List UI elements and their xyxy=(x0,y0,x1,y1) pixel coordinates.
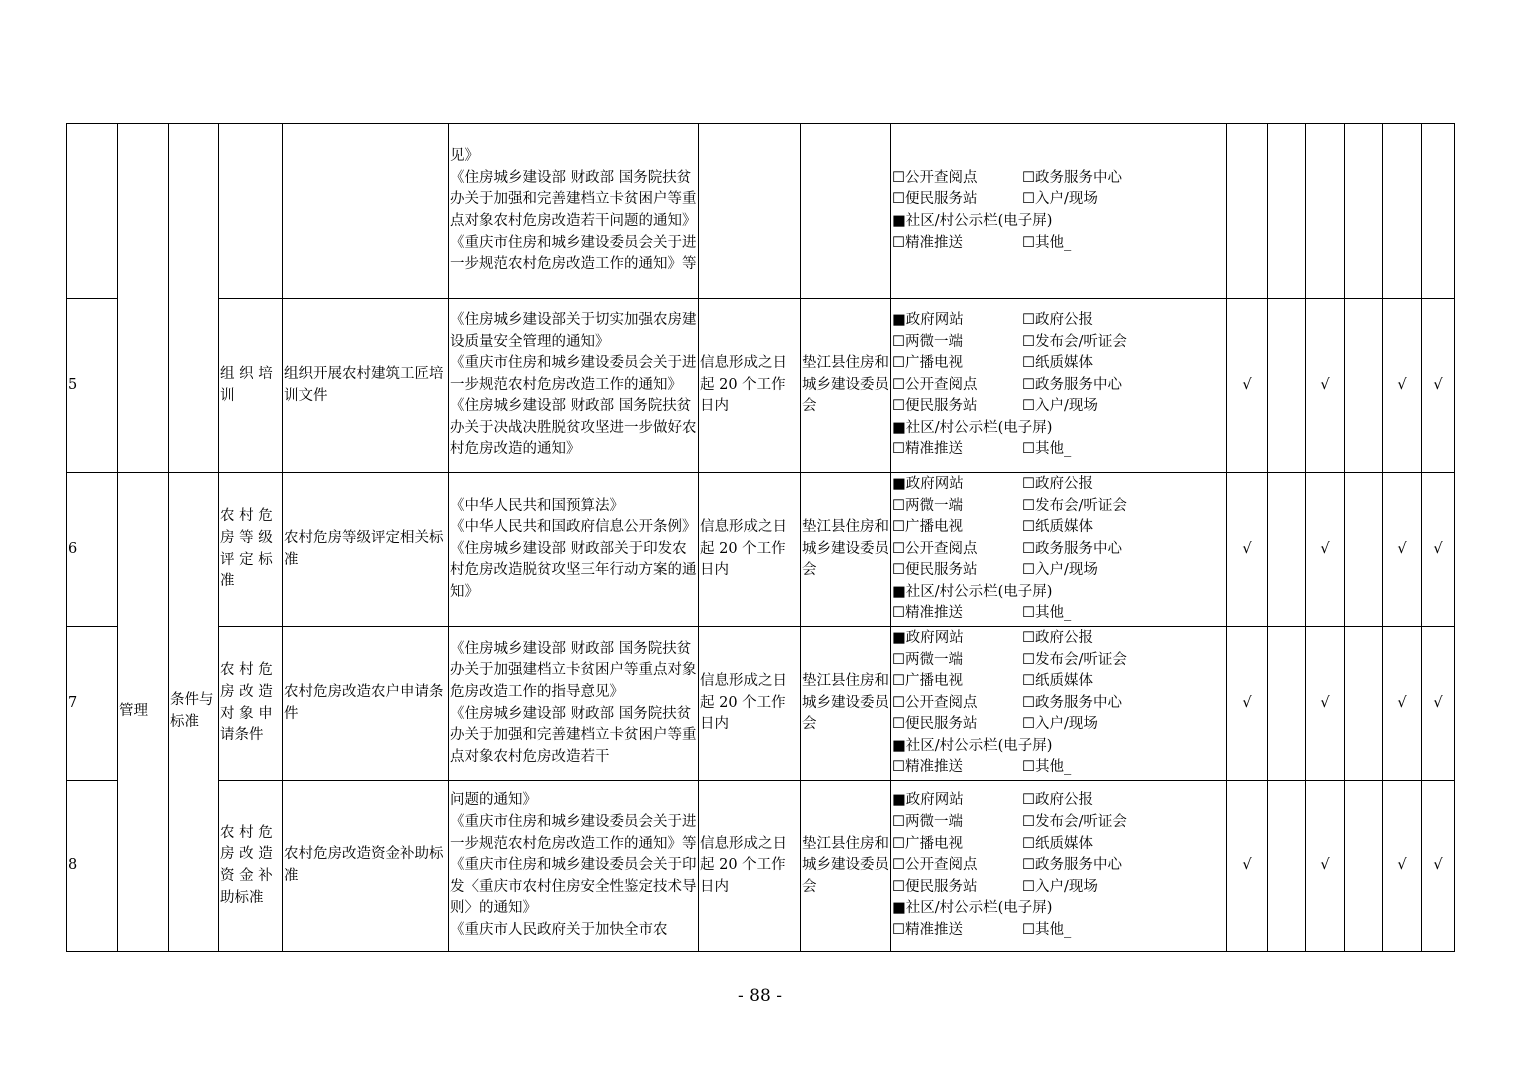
channel-option: ☐政府公报 xyxy=(1022,629,1093,646)
channel-option: ☐两微一端 xyxy=(892,497,963,514)
channel-list xyxy=(892,474,1225,625)
disclosure-content: 农村危房改造农户申请条件 xyxy=(283,627,449,781)
check-cell xyxy=(1268,627,1306,781)
channel-option: ☐广播电视 xyxy=(892,519,963,536)
channel-option: ☐政府公报 xyxy=(1022,792,1093,809)
channel-option: ☐入户/现场 xyxy=(1022,398,1098,415)
basis-line: 《中华人民共和国预算法》 xyxy=(450,497,624,514)
disclosure-channels xyxy=(891,627,1227,781)
check-cell: √ xyxy=(1422,627,1455,781)
channel-option: ☐精准推送 xyxy=(892,234,963,251)
check-cell xyxy=(1345,124,1383,299)
basis-line: 《住房城乡建设部 财政部 国务院扶贫办关于决战决胜脱贫攻坚进一步做好农村危房改造的通知》 xyxy=(450,398,697,458)
channel-option: ☐发布会/听证会 xyxy=(1022,497,1127,514)
row-number: 5 xyxy=(67,299,118,473)
check-cell: √ xyxy=(1227,299,1268,473)
disclosure-subject xyxy=(801,124,891,299)
channel-option: ☐其他_ xyxy=(1022,234,1072,251)
disclosure-time xyxy=(699,124,801,299)
channel-option: ☐纸质媒体 xyxy=(1022,835,1093,852)
check-cell xyxy=(1422,124,1455,299)
disclosure-channels xyxy=(891,299,1227,473)
channel-option: ☐入户/现场 xyxy=(1022,562,1098,579)
disclosure-subject: 垫江县住房和城乡建设委员会 xyxy=(801,299,891,473)
row-number: 6 xyxy=(67,473,118,627)
check-cell: √ xyxy=(1383,299,1422,473)
check-cell xyxy=(1345,299,1383,473)
disclosure-content: 农村危房改造资金补助标准 xyxy=(283,781,449,952)
disclosure-basis xyxy=(449,124,699,299)
disclosure-subject: 垫江县住房和城乡建设委员会 xyxy=(801,781,891,952)
check-cell: √ xyxy=(1306,299,1345,473)
channel-list xyxy=(892,628,1225,779)
disclosure-subject: 垫江县住房和城乡建设委员会 xyxy=(801,627,891,781)
channel-option: ■社区/村公示栏(电子屏) xyxy=(892,737,1053,754)
disclosure-time: 信息形成之日起 20 个工作日内 xyxy=(699,299,801,473)
channel-option: ■社区/村公示栏(电子屏) xyxy=(892,213,1053,229)
channel-option: ☐入户/现场 xyxy=(1022,716,1098,733)
basis-line: 问题的通知》 xyxy=(450,792,537,809)
check-cell: √ xyxy=(1306,627,1345,781)
disclosure-item xyxy=(219,124,283,299)
channel-option: ☐入户/现场 xyxy=(1022,878,1098,895)
channel-option: ■社区/村公示栏(电子屏) xyxy=(892,419,1053,436)
disclosure-content xyxy=(283,124,449,299)
level1-category xyxy=(118,124,169,473)
disclosure-basis xyxy=(449,781,699,952)
basis-line: 《重庆市人民政府关于加快全市农 xyxy=(450,921,668,938)
channel-option: ☐政务服务中心 xyxy=(1022,169,1122,186)
channel-option: ☐发布会/听证会 xyxy=(1022,333,1127,350)
check-cell xyxy=(1227,124,1268,299)
check-cell xyxy=(1268,299,1306,473)
table-row xyxy=(67,299,1455,473)
basis-line: 《住房城乡建设部 财政部 国务院扶贫办关于加强和完善建档立卡贫困户等重点对象农村危房改造若干 xyxy=(450,705,697,765)
channel-option: ☐公开查阅点 xyxy=(892,540,978,557)
check-cell xyxy=(1345,473,1383,627)
channel-option: ☐精准推送 xyxy=(892,759,963,776)
channel-option: ☐纸质媒体 xyxy=(1022,673,1093,690)
channel-option: ☐发布会/听证会 xyxy=(1022,651,1127,668)
check-cell: √ xyxy=(1383,627,1422,781)
level2-category xyxy=(169,124,219,473)
disclosure-content: 农村危房等级评定相关标准 xyxy=(283,473,449,627)
check-cell: √ xyxy=(1422,299,1455,473)
disclosure-item: 农 村 危房 等 级评 定 标准 xyxy=(219,473,283,627)
disclosure-channels xyxy=(891,781,1227,952)
basis-line: 《住房城乡建设部 财政部 国务院扶贫办关于加强建档立卡贫困户等重点对象危房改造工作的指导意见》 xyxy=(450,640,697,700)
channel-option: ■政府网站 xyxy=(892,475,964,492)
channel-option: ☐其他_ xyxy=(1022,921,1072,938)
channel-option: ☐广播电视 xyxy=(892,673,963,690)
check-cell xyxy=(1268,124,1306,299)
channel-option: ☐其他_ xyxy=(1022,759,1072,776)
check-cell: √ xyxy=(1227,627,1268,781)
channel-option: ☐便民服务站 xyxy=(892,878,978,895)
channel-option: ☐政务服务中心 xyxy=(1022,694,1122,711)
check-cell: √ xyxy=(1422,781,1455,952)
channel-option: ☐政务服务中心 xyxy=(1022,540,1122,557)
basis-line: 《重庆市住房和城乡建设委员会关于印发〈重庆市农村住房安全性鉴定技术导则〉的通知》 xyxy=(450,857,697,917)
check-cell: √ xyxy=(1383,781,1422,952)
check-cell: √ xyxy=(1227,473,1268,627)
basis-line: 《住房城乡建设部 财政部 国务院扶贫办关于加强和完善建档立卡贫困户等重点对象农村危房改造若干问题的通知》 xyxy=(450,169,697,229)
disclosure-item: 农 村 危房 改 造对 象 申请条件 xyxy=(219,627,283,781)
table-row xyxy=(67,781,1455,952)
channel-list xyxy=(892,310,1225,461)
check-cell xyxy=(1345,627,1383,781)
channel-option: ■政府网站 xyxy=(892,629,964,646)
basis-line: 见》 xyxy=(450,148,479,165)
disclosure-time: 信息形成之日起 20 个工作日内 xyxy=(699,781,801,952)
disclosure-content: 组织开展农村建筑工匠培训文件 xyxy=(283,299,449,473)
channel-option: ☐入户/现场 xyxy=(1022,191,1098,208)
table-row xyxy=(67,627,1455,781)
check-cell: √ xyxy=(1306,473,1345,627)
check-cell xyxy=(1268,781,1306,952)
disclosure-basis xyxy=(449,473,699,627)
page-number: - 88 - xyxy=(738,986,782,1006)
basis-line: 《住房城乡建设部关于切实加强农房建设质量安全管理的通知》 xyxy=(450,311,697,350)
table-row xyxy=(67,124,1455,299)
check-cell: √ xyxy=(1422,473,1455,627)
basis-line: 《重庆市住房和城乡建设委员会关于进一步规范农村危房改造工作的通知》等 xyxy=(450,234,697,273)
basis-line: 《重庆市住房和城乡建设委员会关于进一步规范农村危房改造工作的通知》 xyxy=(450,355,697,393)
channel-option: ☐其他_ xyxy=(1022,441,1072,458)
channel-option: ☐两微一端 xyxy=(892,651,963,668)
channel-option: ☐便民服务站 xyxy=(892,716,978,733)
check-cell xyxy=(1268,473,1306,627)
channel-option: ■政府网站 xyxy=(892,792,964,809)
disclosure-basis xyxy=(449,299,699,473)
channel-option: ☐政府公报 xyxy=(1022,475,1093,492)
channel-option: ☐便民服务站 xyxy=(892,191,978,208)
channel-option: ☐公开查阅点 xyxy=(892,694,978,711)
disclosure-time: 信息形成之日起 20 个工作日内 xyxy=(699,627,801,781)
channel-option: ☐两微一端 xyxy=(892,814,963,831)
channel-option: ☐纸质媒体 xyxy=(1022,519,1093,536)
disclosure-time: 信息形成之日起 20 个工作日内 xyxy=(699,473,801,627)
channel-option: ☐精准推送 xyxy=(892,605,963,622)
channel-option: ☐政务服务中心 xyxy=(1022,376,1122,393)
check-cell xyxy=(1345,781,1383,952)
channel-list xyxy=(892,168,1225,254)
level1-category: 管理 xyxy=(118,473,169,952)
channel-option: ☐纸质媒体 xyxy=(1022,355,1093,372)
channel-option: ☐公开查阅点 xyxy=(892,857,978,874)
disclosure-channels xyxy=(891,124,1227,299)
channel-option: ☐两微一端 xyxy=(892,333,963,350)
basis-line: 《住房城乡建设部 财政部关于印发农村危房改造脱贫攻坚三年行动方案的通知》 xyxy=(450,540,697,600)
channel-option: ☐其他_ xyxy=(1022,605,1072,622)
channel-option: ☐便民服务站 xyxy=(892,562,978,579)
row-number: 7 xyxy=(67,627,118,781)
channel-option: ☐广播电视 xyxy=(892,835,963,852)
channel-option: ☐政府公报 xyxy=(1022,311,1093,328)
channel-option: ☐公开查阅点 xyxy=(892,376,978,393)
check-cell xyxy=(1306,124,1345,299)
disclosure-table xyxy=(66,123,1455,952)
channel-option: ☐精准推送 xyxy=(892,441,963,458)
disclosure-basis xyxy=(449,627,699,781)
basis-line: 《中华人民共和国政府信息公开条例》 xyxy=(450,519,697,536)
channel-list xyxy=(892,790,1225,941)
check-cell: √ xyxy=(1306,781,1345,952)
row-number: 8 xyxy=(67,781,118,952)
table-row xyxy=(67,473,1455,627)
level2-category: 条件与标准 xyxy=(169,473,219,952)
channel-option: ☐精准推送 xyxy=(892,921,963,938)
channel-option: ■政府网站 xyxy=(892,311,964,328)
channel-option: ☐发布会/听证会 xyxy=(1022,814,1127,831)
basis-line: 《重庆市住房和城乡建设委员会关于进一步规范农村危房改造工作的通知》等 xyxy=(450,814,697,852)
channel-option: ☐便民服务站 xyxy=(892,398,978,415)
check-cell: √ xyxy=(1227,781,1268,952)
disclosure-item: 农 村 危房 改 造资 金 补助标准 xyxy=(219,781,283,952)
channel-option: ☐公开查阅点 xyxy=(892,169,978,186)
disclosure-subject: 垫江县住房和城乡建设委员会 xyxy=(801,473,891,627)
channel-option: ■社区/村公示栏(电子屏) xyxy=(892,583,1053,600)
disclosure-item: 组 织 培训 xyxy=(219,299,283,473)
row-number xyxy=(67,124,118,299)
check-cell xyxy=(1383,124,1422,299)
channel-option: ■社区/村公示栏(电子屏) xyxy=(892,900,1053,917)
check-cell: √ xyxy=(1383,473,1422,627)
disclosure-channels xyxy=(891,473,1227,627)
channel-option: ☐广播电视 xyxy=(892,355,963,372)
channel-option: ☐政务服务中心 xyxy=(1022,857,1122,874)
